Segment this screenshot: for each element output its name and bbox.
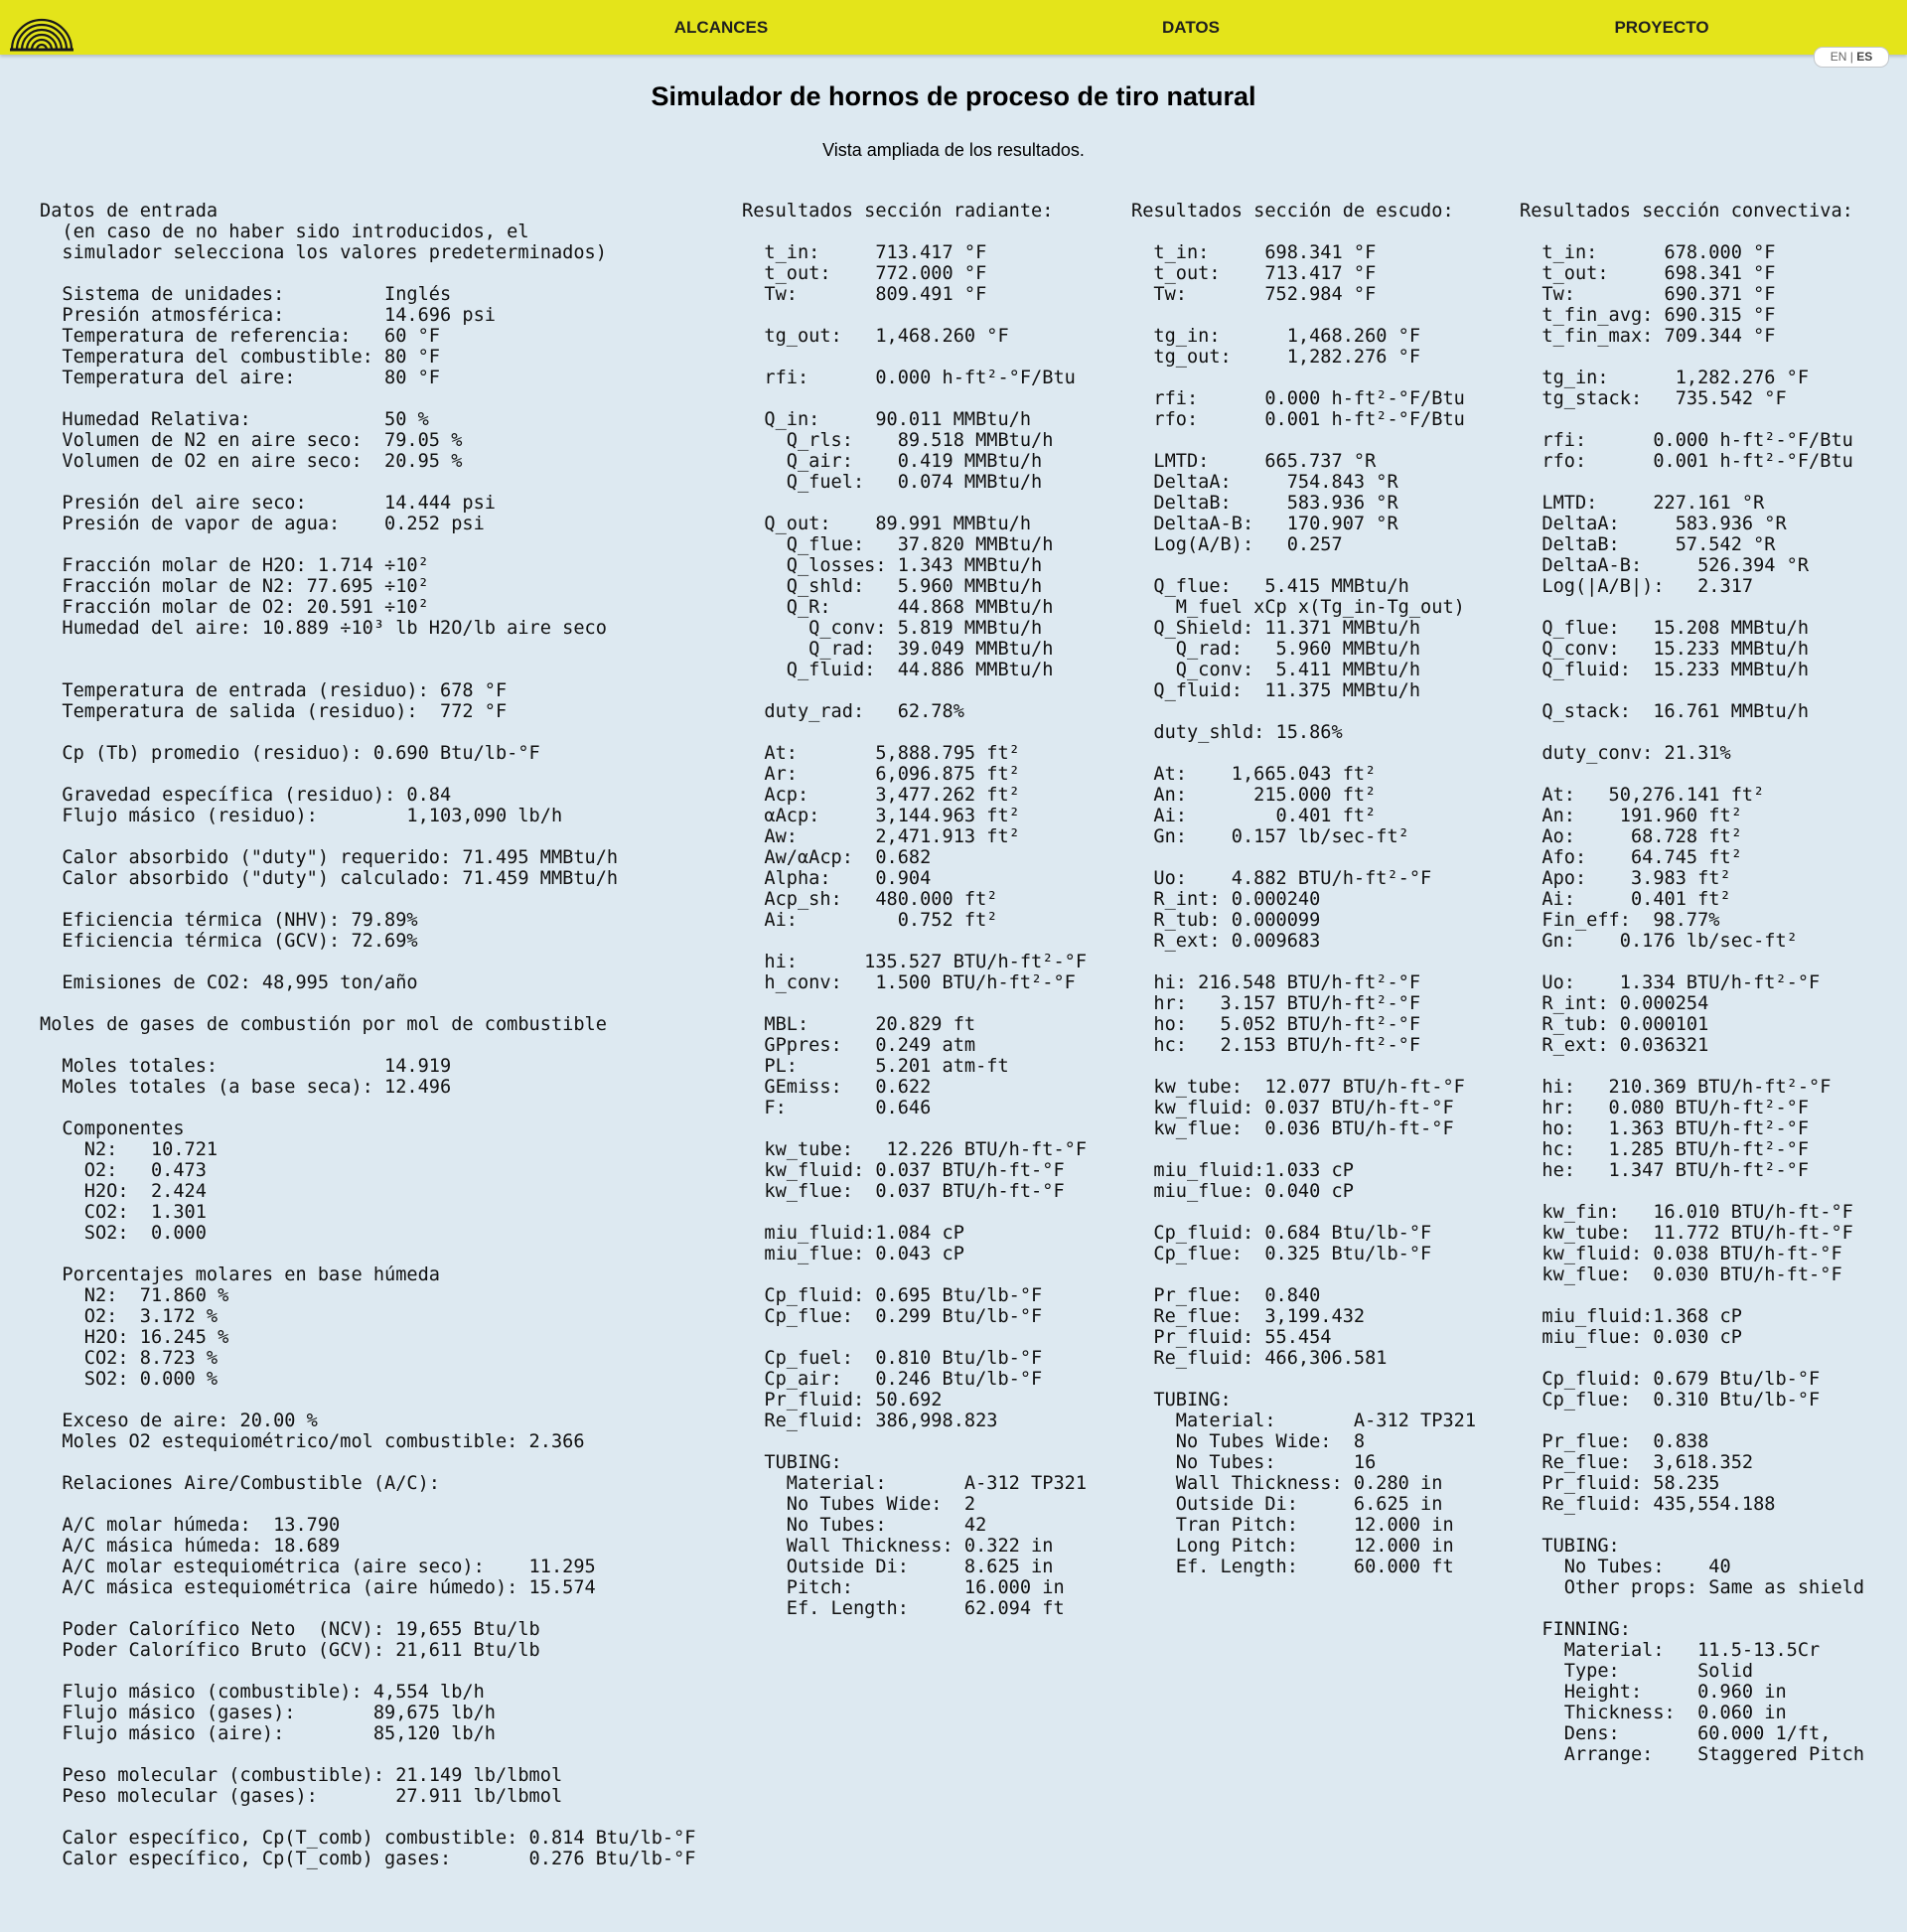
language-switcher [1814, 47, 1889, 68]
lang-es[interactable]: ES [1856, 50, 1873, 64]
input-data-column: Datos de entrada (en caso de no haber sido introducidos, el simulador selecciona los valores predeterminados) Sistema de unidades: Inglés Presión atmosférica: 14.696 psi Temperatura de referencia: 60 °F Temperatura del combustible: 80 °F Temperatura del aire: 80 °F Humedad Relativa: 50 % Volumen de N2 en aire seco: 79.05 % Volumen de O2 en aire seco: 20.95 % Presión del aire seco: 14.444 psi Presión de vapor de agua: 0.252 psi Fracción molar de H2O: 1.714 ÷10² Fracción molar de N2: 77.695 ÷10² Fracción molar de O2: 20.591 ÷10² Humedad del aire: 10.889 ÷10³ lb H2O/lb aire seco Temperatura de entrada (residuo): 678 °F Temperatura de salida (residuo): 772 °F Cp (Tb) promedio (residuo): 0.690 Btu/lb-°F Gravedad específica (residuo): 0.84 Flujo másico (residuo): 1,103,090 lb/h Calor absorbido ("duty") requerido: 71.495 MMBtu/h Calor absorbido ("duty") calculado: 71.459 MMBtu/h Eficiencia térmica (NHV): 79.89% Eficiencia térmica (GCV): 72.69% Emisiones de CO2: 48,995 ton/año Moles de gases de combustión por mol de combustible Moles totales: 14.919 Moles totales (a base seca): 12.496 Componentes N2: 10.721 O2: 0.473 H2O: 2.424 CO2: 1.301 SO2: 0.000 Porcentajes molares en base húmeda N2: 71.860 % O2: 3.172 % H2O: 16.245 % CO2: 8.723 % SO2: 0.000 % Exceso de aire: 20.00 % Moles O2 estequiométrico/mol combustible: 2.366 Relaciones Aire/Combustible (A/C): A/C molar húmeda: 13.790 A/C másica húmeda: 18.689 A/C molar estequiométrica (aire seco): 11.295 A/C másica estequiométrica (aire húmedo): 15.574 Poder Calorífico Neto (NCV): 19,655 Btu/lb Poder Calorífico Bruto (GCV): 21,611 Btu/lb Flujo másico (combustible): 4,554 lb/h Flujo másico (gases): 89,675 lb/h Flujo másico (aire): 85,120 lb/h Peso molecular (combustible): 21.149 lb/lbmol Peso molecular (gases): 27.911 lb/lbmol Calor específico, Cp(T_comb) combustible: 0.814 Btu/lb-°F Calor específico, Cp(T_comb) gases: 0.276 Btu/lb-°F [40, 201, 696, 1869]
lang-separator: | [1846, 50, 1857, 64]
top-navbar [0, 0, 1907, 55]
radiant-results-column: Resultados sección radiante: t_in: 713.417 °F t_out: 772.000 °F Tw: 809.491 °F tg_out: 1,468.260 °F rfi: 0.000 h-ft²-°F/Btu Q_in: 90.011 MMBtu/h Q_rls: 89.518 MMBtu/h Q_air: 0.419 MMBtu/h Q_fuel: 0.074 MMBtu/h Q_out: 89.991 MMBtu/h Q_flue: 37.820 MMBtu/h Q_losses: 1.343 MMBtu/h Q_shld: 5.960 MMBtu/h Q_R: 44.868 MMBtu/h Q_conv: 5.819 MMBtu/h Q_rad: 39.049 MMBtu/h Q_fluid: 44.886 MMBtu/h duty_rad: 62.78% At: 5,888.795 ft² Ar: 6,096.875 ft² Acp: 3,477.262 ft² αAcp: 3,144.963 ft² Aw: 2,471.913 ft² Aw/αAcp: 0.682 Alpha: 0.904 Acp_sh: 480.000 ft² Ai: 0.752 ft² hi: 135.527 BTU/h-ft²-°F h_conv: 1.500 BTU/h-ft²-°F MBL: 20.829 ft GPpres: 0.249 atm PL: 5.201 atm-ft GEmiss: 0.622 F: 0.646 kw_tube: 12.226 BTU/h-ft-°F kw_fluid: 0.037 BTU/h-ft-°F kw_flue: 0.037 BTU/h-ft-°F miu_fluid:1.084 cP miu_flue: 0.043 cP Cp_fluid: 0.695 Btu/lb-°F Cp_flue: 0.299 Btu/lb-°F Cp_fuel: 0.810 Btu/lb-°F Cp_air: 0.246 Btu/lb-°F Pr_fluid: 50.692 Re_fluid: 386,998.823 TUBING: Material: A-312 TP321 No Tubes Wide: 2 No Tubes: 42 Wall Thickness: 0.322 in Outside Di: 8.625 in Pitch: 16.000 in Ef. Length: 62.094 ft [742, 201, 1088, 1619]
nav-proyecto[interactable]: PROYECTO [1614, 18, 1709, 37]
nav-datos[interactable]: DATOS [1162, 18, 1220, 37]
logo-icon[interactable] [8, 4, 75, 52]
lang-en[interactable]: EN [1830, 50, 1847, 64]
page-title: Simulador de hornos de proceso de tiro natural [651, 81, 1256, 111]
shield-results-column: Resultados sección de escudo: t_in: 698.341 °F t_out: 713.417 °F Tw: 752.984 °F tg_in: 1,468.260 °F tg_out: 1,282.276 °F rfi: 0.000 h-ft²-°F/Btu rfo: 0.001 h-ft²-°F/Btu LMTD: 665.737 °R DeltaA: 754.843 °R DeltaB: 583.936 °R DeltaA-B: 170.907 °R Log(A/B): 0.257 Q_flue: 5.415 MMBtu/h M_fuel xCp x(Tg_in-Tg_out) Q_Shield: 11.371 MMBtu/h Q_rad: 5.960 MMBtu/h Q_conv: 5.411 MMBtu/h Q_fluid: 11.375 MMBtu/h duty_shld: 15.86% At: 1,665.043 ft² An: 215.000 ft² Ai: 0.401 ft² Gn: 0.157 lb/sec-ft² Uo: 4.882 BTU/h-ft²-°F R_int: 0.000240 R_tub: 0.000099 R_ext: 0.009683 hi: 216.548 BTU/h-ft²-°F hr: 3.157 BTU/h-ft²-°F ho: 5.052 BTU/h-ft²-°F hc: 2.153 BTU/h-ft²-°F kw_tube: 12.077 BTU/h-ft-°F kw_fluid: 0.037 BTU/h-ft-°F kw_flue: 0.036 BTU/h-ft-°F miu_fluid:1.033 cP miu_flue: 0.040 cP Cp_fluid: 0.684 Btu/lb-°F Cp_flue: 0.325 Btu/lb-°F Pr_flue: 0.840 Re_flue: 3,199.432 Pr_fluid: 55.454 Re_fluid: 466,306.581 TUBING: Material: A-312 TP321 No Tubes Wide: 8 No Tubes: 16 Wall Thickness: 0.280 in Outside Di: 6.625 in Tran Pitch: 12.000 in Long Pitch: 12.000 in Ef. Length: 60.000 ft [1131, 201, 1477, 1577]
convective-results-column: Resultados sección convectiva: t_in: 678.000 °F t_out: 698.341 °F Tw: 690.371 °F t_fin_avg: 690.315 °F t_fin_max: 709.344 °F tg_in: 1,282.276 °F tg_stack: 735.542 °F rfi: 0.000 h-ft²-°F/Btu rfo: 0.001 h-ft²-°F/Btu LMTD: 227.161 °R DeltaA: 583.936 °R DeltaB: 57.542 °R DeltaA-B: 526.394 °R Log(|A/B|): 2.317 Q_flue: 15.208 MMBtu/h Q_conv: 15.233 MMBtu/h Q_fluid: 15.233 MMBtu/h Q_stack: 16.761 MMBtu/h duty_conv: 21.31% At: 50,276.141 ft² An: 191.960 ft² Ao: 68.728 ft² Afo: 64.745 ft² Apo: 3.983 ft² Ai: 0.401 ft² Fin_eff: 98.77% Gn: 0.176 lb/sec-ft² Uo: 1.334 BTU/h-ft²-°F R_int: 0.000254 R_tub: 0.000101 R_ext: 0.036321 hi: 210.369 BTU/h-ft²-°F hr: 0.080 BTU/h-ft²-°F ho: 1.363 BTU/h-ft²-°F hc: 1.285 BTU/h-ft²-°F he: 1.347 BTU/h-ft²-°F kw_fin: 16.010 BTU/h-ft-°F kw_tube: 11.772 BTU/h-ft-°F kw_fluid: 0.038 BTU/h-ft-°F kw_flue: 0.030 BTU/h-ft-°F miu_fluid:1.368 cP miu_flue: 0.030 cP Cp_fluid: 0.679 Btu/lb-°F Cp_flue: 0.310 Btu/lb-°F Pr_flue: 0.838 Re_flue: 3,618.352 Pr_fluid: 58.235 Re_fluid: 435,554.188 TUBING: No Tubes: 40 Other props: Same as shield FINNING: Material: 11.5-13.5Cr Type: Solid Height: 0.960 in Thickness: 0.060 in Dens: 60.000 1/ft, Arrange: Staggered Pitch [1520, 201, 1865, 1765]
nav-alcances[interactable]: ALCANCES [673, 18, 769, 37]
page-subtitle: Vista ampliada de los resultados. [822, 140, 1085, 160]
